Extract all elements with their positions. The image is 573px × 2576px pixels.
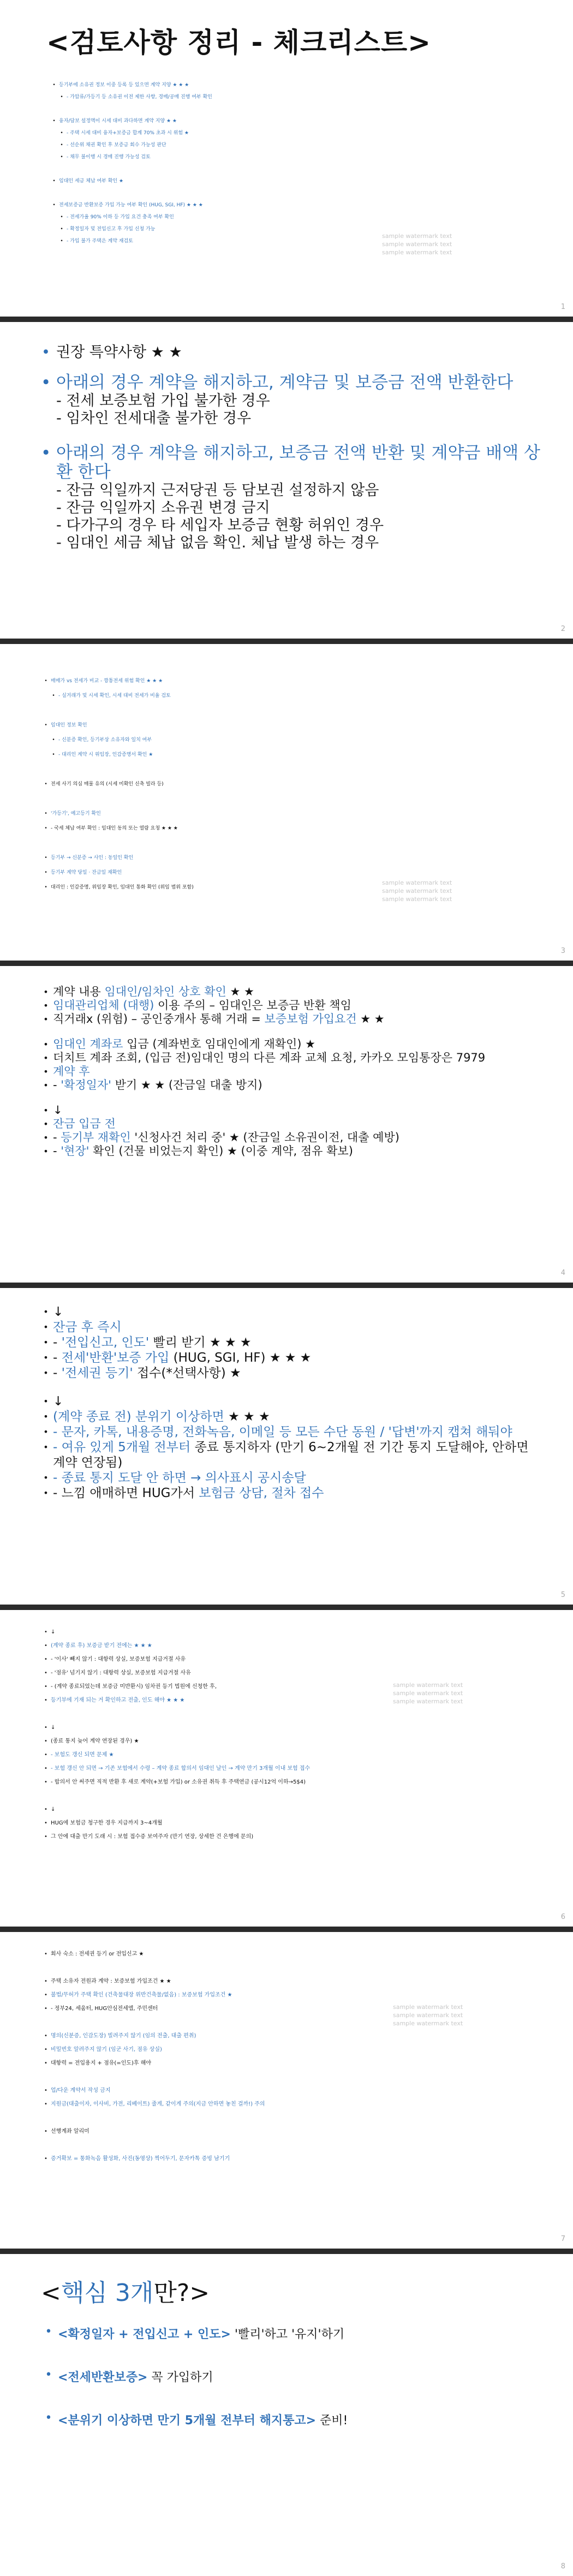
list-item-text: 전세 사기 의심 매물 유의 (시세 미확인 신축 빌라 등)	[51, 782, 164, 787]
list-item	[41, 2125, 543, 2138]
list-item	[41, 1816, 543, 1830]
slide-number: 7	[560, 2235, 565, 2243]
list-item	[41, 1830, 543, 1844]
list-item-text: ↓	[53, 1104, 63, 1117]
slide-4	[0, 966, 573, 1283]
bullet: •	[52, 737, 55, 743]
slide-number: 8	[560, 2562, 565, 2571]
bullet: •	[44, 678, 47, 684]
bullet: •	[43, 1053, 49, 1063]
list-item	[41, 1320, 543, 1335]
list-item-text: 선행계좌 알리미	[51, 2128, 89, 2134]
list-item	[57, 127, 431, 139]
list-item	[49, 175, 431, 187]
list-item	[41, 1775, 543, 1789]
list-item-text: (계약 종료 전) 분위기 이상하면 ★ ★ ★	[53, 1410, 270, 1424]
list-item	[41, 1988, 543, 2002]
bullet: •	[43, 1014, 49, 1024]
slide-title: <검토사항 정리 - 체크리스트>	[46, 27, 432, 58]
bullet: •	[43, 1442, 49, 1452]
list-item	[41, 1721, 543, 1734]
slide-number: 5	[560, 1591, 565, 1599]
checklist	[41, 1625, 543, 1844]
bullet: •	[44, 782, 47, 787]
list-item	[41, 1065, 543, 1078]
list-item-text: 등기부에 소유권 정보 이중 등록 등 있으면 계약 지양 ★ ★ ★	[59, 82, 189, 88]
list-item-text: - 전세가율 90% 이하 등 가입 요건 충족 여부 확인	[67, 214, 174, 220]
list-item-text: 직거래x (위험) – 공인중개사 통해 거래 = 보증보험 가입요건 ★ ★	[53, 1012, 385, 1025]
list-item-text: - 여유 있게 5개월 전부터 종료 통지하자 (만기 6~2개월 전 기간 통지 도달해야, 안하면 계약 연장됨)	[53, 1440, 529, 1470]
bullet: •	[43, 1337, 49, 1347]
list-item	[41, 1653, 543, 1666]
bullet: •	[44, 811, 47, 816]
list-item	[41, 1409, 543, 1424]
list-item	[41, 2056, 543, 2070]
spacer	[49, 187, 431, 199]
list-item-text: 임대인 정보 확인	[51, 723, 87, 728]
list-item-text: ↓	[51, 1806, 56, 1812]
list-item-text: 지원금(대출이자, 이사비, 가전, 리베이트) 줄게, 같이게 주의(지금 안하면 놓친 걸까!) 주의	[51, 2101, 265, 2107]
bullet: •	[44, 1752, 47, 1758]
bullet: •	[43, 1080, 49, 1090]
list-item	[41, 1144, 543, 1158]
list-item	[41, 1762, 543, 1775]
list-item	[57, 235, 431, 247]
list-item-text: - '전세권 등기' 접수(*선택사항) ★	[53, 1366, 241, 1380]
list-item-text: - 가입 불가 주택은 계약 재검토	[67, 238, 133, 244]
list-item	[41, 1947, 543, 1961]
bullet: •	[44, 1670, 47, 1676]
list-item-text: '가등기', 예고등기 확인	[51, 811, 101, 816]
bullet: •	[44, 2033, 47, 2039]
bullet: •	[60, 130, 63, 136]
bullet: •	[45, 2325, 52, 2339]
list-item-text: - '확정일자' 받기 ★ ★ (잔금일 대출 방지)	[53, 1078, 262, 1092]
list-item	[41, 1470, 543, 1486]
bullet: •	[44, 1643, 47, 1649]
bullet: •	[43, 1411, 49, 1422]
bullet: •	[60, 238, 63, 244]
list-item-text: (종료 통지 늦어 계약 연장된 경우) ★	[51, 1738, 139, 1744]
list-item-text: - 실거래가 및 시세 확인, 시세 대비 전세가 비율 검토	[58, 693, 171, 699]
slide-7	[0, 1932, 573, 2249]
spacer	[41, 1707, 543, 1721]
bullet: •	[43, 1368, 49, 1378]
watermark: sample watermark text sample watermark text sample watermark text	[393, 1681, 463, 1705]
list-item-text: 더치트 계좌 조회, (입금 전)임대인 명의 다른 계좌 교체 요청, 카카오 모임통장은 7979	[53, 1051, 486, 1064]
spacer	[49, 103, 431, 115]
bullet: •	[43, 1132, 49, 1143]
checklist	[41, 1947, 543, 2166]
bullet: •	[44, 885, 47, 890]
slide-number: 1	[560, 303, 565, 311]
list-item-text: 임대인 세금 체납 여부 확인 ★	[59, 178, 124, 184]
list-item-text: ↓	[51, 1725, 56, 1731]
list-item	[41, 2043, 543, 2056]
list-item-text: - 보험 갱신 안 되면 → 기존 보험에서 수령 – 계약 종료 합의서 임대인 날인 → 계약 만기 3개월 이내 보험 접수	[51, 1766, 311, 1772]
bullet: •	[44, 1978, 47, 1984]
bullet: •	[43, 1000, 49, 1011]
list-item-text: - 종료 통지 도달 안 하면 → 의사표시 공시송달	[53, 1471, 306, 1485]
list-item-text: 계약 내용 임대인/임차인 상호 확인 ★ ★	[53, 985, 254, 998]
list-item-text: - 느낌 애매하면 HUG가서 보험금 상담, 절차 접수	[53, 1486, 324, 1500]
spacer	[49, 163, 431, 175]
spacer	[41, 1381, 543, 1394]
bullet: •	[44, 1951, 47, 1957]
list-item	[57, 223, 431, 235]
bullet: •	[44, 1779, 47, 1785]
bullet: •	[43, 1472, 49, 1483]
list-item-text: 주택 소유자 전원과 계약 : 보증보험 가입조건 ★ ★	[51, 1978, 171, 1984]
slide-3	[0, 644, 573, 961]
heading: • 권장 특약사항 ★ ★	[41, 344, 182, 361]
list-item	[41, 1748, 543, 1762]
bullet: •	[44, 1806, 47, 1812]
bullet: •	[44, 1766, 47, 1772]
slide-6	[0, 1610, 573, 1927]
list-item	[41, 999, 543, 1012]
slide-1	[0, 0, 573, 317]
list-item-text: ↓	[53, 1394, 64, 1409]
list-item-text: - '점유' 넘기지 않기 : 대항력 상실, 보증보험 지급거절 사유	[51, 1670, 191, 1676]
bullet: •	[45, 2411, 52, 2425]
list-item-text: 비밀번호 알려주지 않기 (임군 사기, 점유 상실)	[51, 2047, 162, 2053]
list-item	[41, 1012, 543, 1026]
bullet: •	[43, 1396, 49, 1406]
list-item-text: - 가압류/가등기 등 소유권 이전 제한 사항, 경매/공매 진행 여부 확인	[67, 94, 212, 100]
spacer	[41, 1026, 543, 1037]
list-item	[41, 1625, 543, 1639]
bullet: •	[41, 344, 50, 361]
list-item-text: - 보험도 갱신 되면 문제 ★	[51, 1752, 114, 1758]
bullet: •	[60, 226, 63, 232]
list-item	[41, 674, 478, 689]
list-item	[41, 1350, 543, 1365]
bullet: •	[43, 1119, 49, 1129]
list-item	[49, 733, 478, 748]
slide-5	[0, 1288, 573, 1605]
list-item-text: 등기부 계약 당일 · 잔금일 재확인	[51, 870, 122, 875]
bullet: •	[43, 1488, 49, 1498]
list-item-text: 대리인 : 인감증명, 위임장 확인, 임대인 통화 확인 (위임 범위 포함)	[51, 885, 194, 890]
bullet: •	[43, 1146, 49, 1156]
list-item-text: 증거확보 = 통화녹음 활성화, 사진(동영상) 찍어두기, 문자카톡 증빙 남기기	[51, 2156, 230, 2162]
list-item	[41, 807, 478, 821]
list-item	[41, 1424, 543, 1440]
list-item-text: 불법/무허가 주택 확인 (건축물대장 위반건축물/없음) : 보증보험 가입조건 ★	[51, 1992, 232, 1998]
list-item	[49, 748, 478, 762]
group-2-item: - 잔금 익일까지 소유권 변경 금지	[56, 499, 270, 516]
bullet: •	[52, 178, 56, 184]
bullet: •	[41, 443, 51, 463]
key-points	[44, 2325, 535, 2428]
list-item	[41, 1051, 543, 1065]
key-point: • <전세반환보증> 꼭 가입하기	[44, 2368, 535, 2385]
spacer	[41, 1789, 543, 1803]
bullet: •	[44, 2047, 47, 2053]
bullet: •	[60, 154, 63, 160]
list-item-text: 업/다운 계약서 작성 금지	[51, 2088, 111, 2094]
bullet: •	[44, 870, 47, 875]
list-item-text: - 확정일자 및 전입신고 후 가입 신청 가능	[67, 226, 156, 232]
bullet: •	[44, 1738, 47, 1744]
spacer	[41, 1092, 543, 1104]
list-item	[57, 151, 431, 163]
list-item-text: ↓	[53, 1305, 64, 1319]
list-item	[41, 1975, 543, 1988]
watermark: sample watermark text sample watermark text sample watermark text	[382, 879, 452, 903]
list-item-text: 임대관리업체 (대행) 이용 주의 – 임대인은 보증금 반환 책임	[53, 999, 351, 1012]
slide-number: 4	[560, 1269, 565, 1277]
bullet: •	[44, 1697, 47, 1703]
list-item-text: - 대리인 계약 시 위임장, 인감증명서 확인 ★	[58, 752, 153, 758]
list-item	[57, 139, 431, 151]
bullet: •	[52, 82, 56, 88]
list-item-text: - '이사' 빼지 않기 : 대항력 상실, 보증보험 지급거절 사유	[51, 1656, 186, 1662]
list-item	[49, 79, 431, 91]
bullet: •	[44, 2060, 47, 2066]
list-item-text: 등기부 → 신분증 → 사인 : 동일인 확인	[51, 855, 134, 861]
list-item	[49, 115, 431, 127]
list-item	[41, 1666, 543, 1680]
bullet: •	[43, 1427, 49, 1437]
slide-number: 2	[560, 625, 565, 633]
watermark: sample watermark text sample watermark text sample watermark text	[393, 2003, 463, 2027]
bullet: •	[60, 94, 63, 100]
list-item-text: - 등기부 재확인 '신청사건 처리 중' ★ (잔금일 소유권이전, 대출 예방)	[53, 1131, 399, 1144]
spacer	[41, 703, 478, 718]
bullet: •	[44, 1656, 47, 1662]
bullet: •	[52, 118, 56, 124]
bullet: •	[44, 1684, 47, 1690]
slide-content	[41, 344, 548, 552]
list-item-text: 명의(신분증, 인감도장) 빌려주지 않기 (임의 전출, 대출 편취)	[51, 2033, 196, 2039]
list-item-text: - 선순위 채권 확인 후 보증금 회수 가능성 판단	[67, 142, 166, 148]
spacer	[41, 762, 478, 777]
key-point: • <확정일자 + 전입신고 + 인도> '빨리'하고 '유지'하기	[44, 2325, 535, 2342]
bullet: •	[44, 2156, 47, 2162]
list-item	[41, 1335, 543, 1350]
key-point: • <분위기 이상하면 만기 5개월 전부터 해지통고> 준비!	[44, 2411, 535, 2428]
bullet: •	[44, 1834, 47, 1840]
list-item-text: - 주택 시세 대비 융자+보증금 합계 70% 초과 시 위험 ★	[67, 130, 189, 136]
list-item	[41, 1104, 543, 1117]
list-item	[41, 1117, 543, 1131]
list-item	[41, 1365, 543, 1381]
list-item-text: - 문자, 카톡, 내용증명, 전화녹음, 이메일 등 모든 수단 동원 / '답변'까지 캡쳐 해둬야	[53, 1425, 512, 1439]
list-item-text: 융자/담보 설정액이 시세 대비 과다하면 계약 지양 ★ ★	[59, 118, 177, 124]
list-item	[41, 2002, 543, 2016]
list-item	[41, 718, 478, 733]
slide-number: 3	[560, 947, 565, 955]
bullet: •	[52, 693, 55, 699]
list-item-text: 전세보증금 반환보증 가입 가능 여부 확인 (HUG, SGI, HF) ★ ★ ★	[59, 202, 203, 208]
list-item	[41, 2029, 543, 2043]
list-item	[41, 1131, 543, 1144]
group-1-item: - 전세 보증보험 가입 불가한 경우	[56, 392, 270, 409]
list-item	[41, 821, 478, 836]
list-item	[41, 1803, 543, 1816]
slide-2	[0, 322, 573, 639]
list-item	[41, 2084, 543, 2097]
list-item-text: ↓	[51, 1629, 56, 1635]
list-item-text: 회사 숙소 : 전세권 등기 or 전입신고 ★	[51, 1951, 144, 1957]
checklist	[49, 79, 431, 247]
bullet: •	[41, 373, 51, 392]
spacer	[41, 792, 478, 807]
bullet: •	[44, 855, 47, 861]
list-item-text: 잔금 후 즉시	[53, 1320, 122, 1334]
group-1-item: - 임차인 전세대출 불가한 경우	[56, 410, 252, 427]
list-item-text: 매매가 vs 전세가 비교 - 깡통전세 위험 확인 ★ ★ ★	[51, 678, 163, 684]
list-item	[41, 1037, 543, 1051]
bullet: •	[43, 987, 49, 997]
list-item	[41, 1486, 543, 1501]
bullet: •	[44, 723, 47, 728]
list-item	[41, 2152, 543, 2166]
bullet: •	[44, 2006, 47, 2012]
bullet: •	[44, 2128, 47, 2134]
list-item	[41, 1680, 543, 1694]
checklist	[41, 985, 543, 1158]
list-item-text: - 전세'반환'보증 가입 (HUG, SGI, HF) ★ ★ ★	[53, 1351, 312, 1365]
list-item	[41, 1394, 543, 1409]
list-item-text: 임대인 계좌로 입금 (계좌번호 임대인에게 재확인) ★	[53, 1037, 315, 1051]
slide-number: 6	[560, 1913, 565, 1921]
spacer	[41, 2016, 543, 2029]
bullet: •	[44, 2101, 47, 2107]
bullet: •	[52, 752, 55, 758]
list-item-text: - 신분증 확인, 등기부상 소유자와 일치 여부	[58, 737, 152, 743]
bullet: •	[52, 202, 56, 208]
spacer	[41, 2111, 543, 2125]
slide-8	[0, 2254, 573, 2576]
list-item	[41, 2097, 543, 2111]
list-item-text: - (계약 종료되었는데 보증금 미반환시) 임차권 등기 법원에 신청한 후,	[51, 1684, 217, 1690]
list-item-text: - 채무 불이행 시 경매 진행 가능성 검토	[67, 154, 151, 160]
list-item-text: - '전입신고, 인도' 빨리 받기 ★ ★ ★	[53, 1335, 252, 1350]
bullet: •	[44, 2088, 47, 2094]
list-item-text: 등기부에 기재 되는 거 확인하고 전출, 인도 해야 ★ ★ ★	[51, 1697, 185, 1703]
list-item-text: - 국세 체납 여부 확인 : 임대인 동의 또는 열람 요청 ★ ★ ★	[51, 826, 178, 831]
bullet: •	[43, 1039, 49, 1050]
list-item	[41, 777, 478, 792]
list-item	[41, 851, 478, 866]
list-item-text: 잔금 입금 전	[53, 1117, 116, 1130]
list-item-text: - 정부24, 세움터, HUG안심전세앱, 주민센터	[51, 2006, 158, 2012]
spacer	[41, 1961, 543, 1975]
spacer	[41, 2070, 543, 2084]
list-item-text: - '현장' 확인 (건물 비었는지 확인) ★ (이중 계약, 점유 확보)	[53, 1144, 353, 1158]
spacer	[41, 836, 478, 851]
list-item	[41, 1694, 543, 1707]
bullet: •	[44, 1820, 47, 1826]
bullet: •	[60, 214, 63, 220]
list-item	[41, 1734, 543, 1748]
list-item	[41, 1078, 543, 1092]
list-item	[41, 1639, 543, 1653]
list-item-text: (계약 종료 후) 보증금 받기 전에는 ★ ★ ★	[51, 1643, 152, 1649]
list-item	[41, 1304, 543, 1320]
watermark: sample watermark text sample watermark text sample watermark text	[382, 232, 452, 256]
spacer	[41, 2138, 543, 2152]
bullet: •	[43, 1066, 49, 1077]
list-item	[57, 211, 431, 223]
bullet: •	[44, 1992, 47, 1998]
bullet: •	[43, 1105, 49, 1116]
list-item-text: 대항력 = 전입용지 + 점유(=인도)후 해야	[51, 2060, 152, 2066]
list-item	[49, 689, 478, 703]
list-item-text: - 합의서 안 써주면 직적 반환 후 새로 계약(+보험 가입) or 소유권 취득 후 주택연금 (공시12억 이하→5$4)	[51, 1779, 306, 1785]
bullet: •	[43, 1352, 49, 1363]
list-item	[41, 1440, 543, 1470]
slide-title: <핵심 3개만?>	[41, 2279, 210, 2307]
list-item-text: 계약 후	[53, 1065, 90, 1078]
bullet: •	[60, 142, 63, 148]
group-2-item: - 다가구의 경우 타 세입자 보증금 현황 허위인 경우	[56, 517, 384, 534]
bullet: •	[44, 1725, 47, 1731]
checklist	[41, 1304, 543, 1501]
bullet: •	[43, 1307, 49, 1317]
group-2-item: - 잔금 익일까지 근저당권 등 담보권 설정하지 않음	[56, 482, 379, 499]
list-item-text: 그 안에 대출 만기 도래 시 : 보험 접수증 보여주자 (만기 연장, 상세한 건 은행에 문의)	[51, 1834, 254, 1840]
list-item-text: HUG에 보험금 청구한 경우 지급까지 3~4개월	[51, 1820, 163, 1826]
list-item	[57, 91, 431, 103]
group-2-heading: • 아래의 경우 계약을 해지하고, 보증금 전액 반환 및 계약금 배액 상환 한다	[41, 443, 540, 482]
bullet: •	[43, 1322, 49, 1332]
bullet: •	[44, 826, 47, 831]
bullet: •	[44, 1629, 47, 1635]
group-1-heading: • 아래의 경우 계약을 해지하고, 계약금 및 보증금 전액 반환한다	[41, 373, 514, 392]
checklist	[41, 674, 478, 895]
group-2-item: - 임대인 세금 체납 없음 확인. 체납 발생 하는 경우	[56, 534, 379, 551]
list-item	[49, 199, 431, 211]
list-item	[41, 866, 478, 880]
bullet: •	[45, 2368, 52, 2382]
list-item	[41, 985, 543, 999]
